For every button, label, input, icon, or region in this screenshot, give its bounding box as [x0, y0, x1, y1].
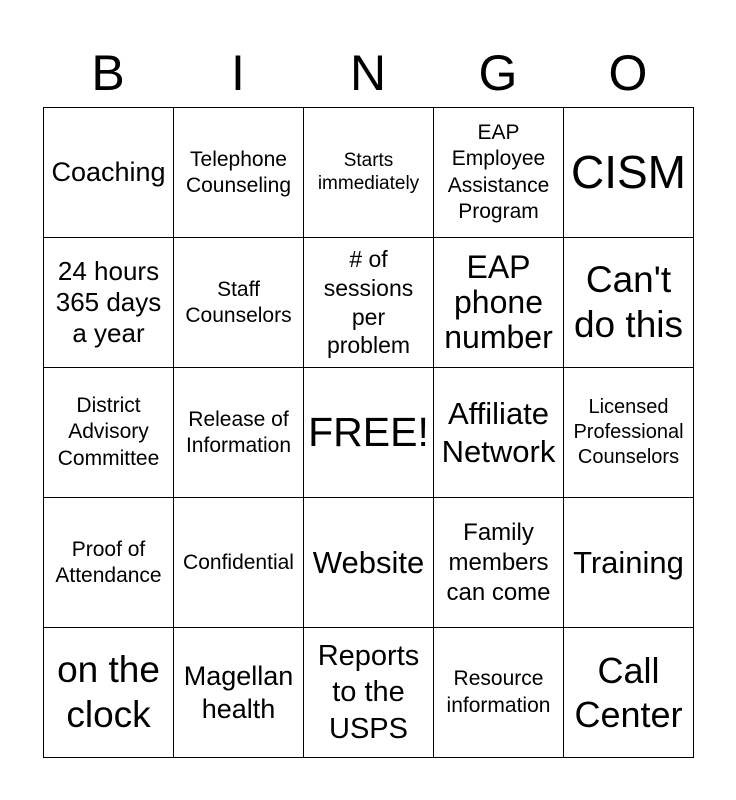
bingo-cell[interactable]	[44, 108, 174, 238]
cell-label: Starts immediately	[317, 149, 420, 194]
cell-label: # of sessions per problem	[323, 246, 414, 359]
bingo-cell[interactable]	[564, 628, 694, 758]
bingo-cell[interactable]	[174, 628, 304, 758]
header-letter-n: N	[349, 45, 387, 101]
cell-label: Magellan health	[183, 661, 294, 724]
header-letter-o: O	[608, 45, 648, 101]
cell-label: Licensed Professional Counselors	[573, 396, 684, 468]
bingo-cell[interactable]	[434, 238, 564, 368]
cell-label: Training	[573, 544, 684, 580]
cell-label: Proof of Attendance	[55, 538, 162, 587]
header-letter-b: B	[91, 45, 125, 101]
bingo-cell[interactable]	[304, 108, 434, 238]
cell-label: Release of Information	[185, 408, 292, 457]
bingo-cell[interactable]	[434, 108, 564, 238]
cell-label: Affiliate Network	[441, 396, 556, 469]
bingo-board	[43, 107, 694, 758]
cell-label: Resource information	[446, 667, 551, 717]
cell-label: Call Center	[574, 650, 683, 735]
bingo-cell[interactable]	[174, 108, 304, 238]
bingo-cell[interactable]	[564, 238, 694, 368]
cell-label: Confidential	[183, 550, 294, 574]
bingo-cell[interactable]	[304, 628, 434, 758]
cell-label: EAP phone number	[444, 248, 553, 356]
cell-label: EAP Employee Assistance Program	[447, 121, 550, 223]
bingo-cell[interactable]	[44, 498, 174, 628]
cell-label: District Advisory Committee	[57, 394, 160, 470]
cell-label: on the clock	[57, 649, 160, 735]
cell-label: Website	[312, 544, 425, 580]
bingo-cell[interactable]	[564, 108, 694, 238]
header-letter-i: I	[231, 45, 245, 101]
bingo-cell[interactable]	[304, 498, 434, 628]
cell-label: Reports to the USPS	[317, 640, 420, 745]
bingo-cell[interactable]	[434, 628, 564, 758]
bingo-cell[interactable]	[304, 238, 434, 368]
bingo-cell[interactable]	[174, 238, 304, 368]
bingo-cell[interactable]	[44, 368, 174, 498]
bingo-cell[interactable]	[174, 498, 304, 628]
bingo-header	[43, 40, 693, 106]
cell-label: Telephone Counseling	[185, 148, 292, 197]
bingo-cell[interactable]	[174, 368, 304, 498]
cell-label: Staff Counselors	[185, 278, 292, 327]
bingo-cell[interactable]	[44, 238, 174, 368]
cell-label: Family members can come	[446, 518, 551, 606]
bingo-cell[interactable]	[434, 498, 564, 628]
bingo-cell[interactable]	[304, 368, 434, 498]
bingo-cell[interactable]	[564, 498, 694, 628]
cell-label: Coaching	[51, 157, 166, 188]
cell-label: Can't do this	[573, 259, 683, 345]
header-letter-g: G	[478, 45, 518, 101]
bingo-cell[interactable]	[44, 628, 174, 758]
bingo-cell[interactable]	[564, 368, 694, 498]
cell-label: FREE!	[308, 408, 429, 455]
cell-label: 24 hours 365 days a year	[55, 255, 162, 349]
bingo-cell[interactable]	[434, 368, 564, 498]
cell-label: CISM	[571, 145, 686, 198]
